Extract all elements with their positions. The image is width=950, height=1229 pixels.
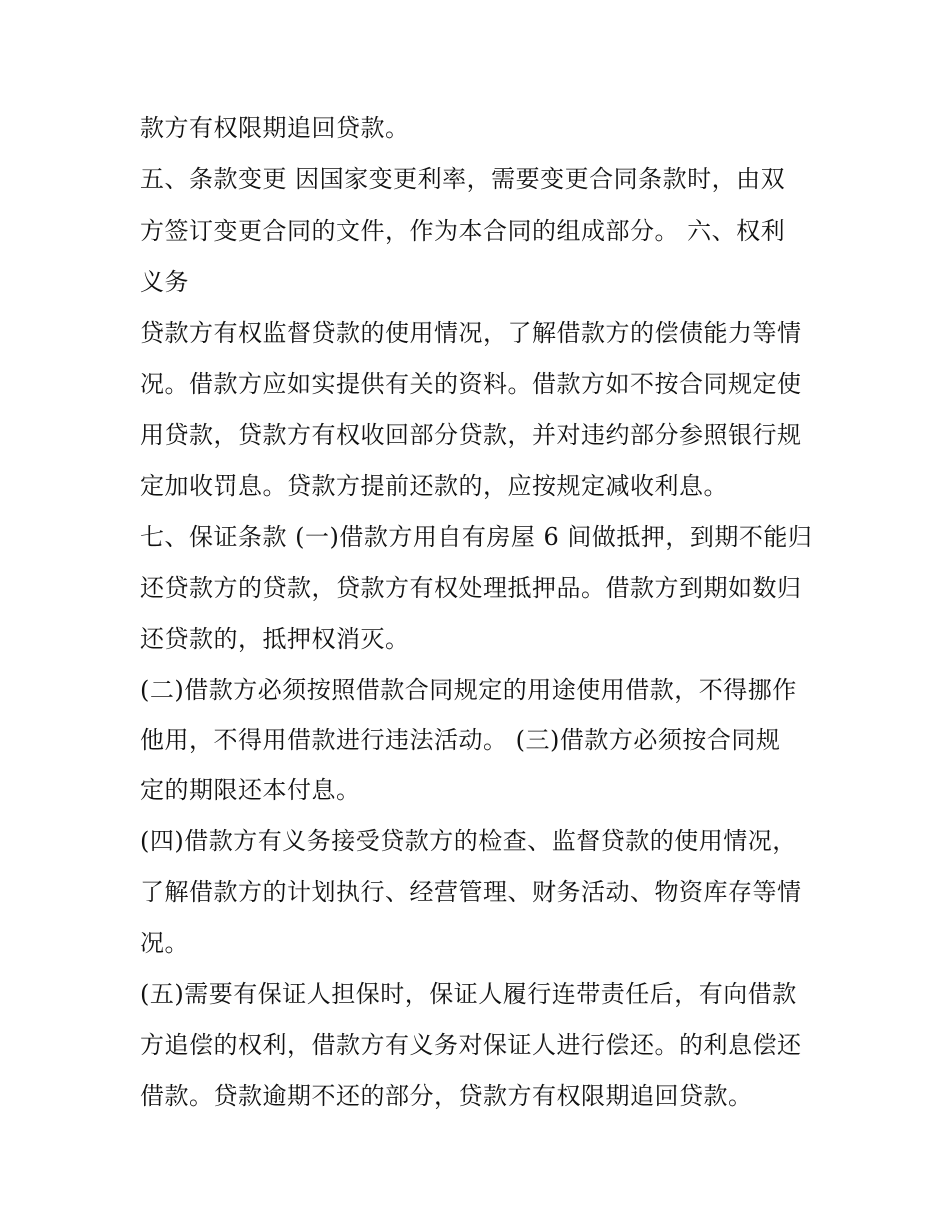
text-line: 借款。贷款逾期不还的部分，贷款方有权限期追回贷款。 <box>140 1082 753 1110</box>
text-line: 他用，不得用借款进行违法活动。 (三)借款方必须按合同规 <box>140 726 781 754</box>
text-line: (二)借款方必须按照借款合同规定的用途使用借款，不得挪作 <box>140 676 797 704</box>
text-line: 况。借款方应如实提供有关的资料。借款方如不按合同规定使 <box>140 370 802 398</box>
text-line: 七、保证条款 (一)借款方用自有房屋 6 间做抵押，到期不能归 <box>140 523 813 551</box>
text-line: (四)借款方有义务接受贷款方的检查、监督贷款的使用情况， <box>140 827 797 855</box>
text-line: 定的期限还本付息。 <box>140 776 361 804</box>
text-line: (五)需要有保证人担保时，保证人履行连带责任后，有向借款 <box>140 980 797 1008</box>
text-line: 还贷款的，抵押权消灭。 <box>140 625 410 653</box>
text-line: 五、条款变更 因国家变更利率，需要变更合同条款时，由双 <box>140 165 786 193</box>
text-line: 还贷款方的贷款，贷款方有权处理抵押品。借款方到期如数归 <box>140 574 802 602</box>
text-line: 义务 <box>140 268 189 296</box>
text-line: 方追偿的权利，借款方有义务对保证人进行偿还。的利息偿还 <box>140 1031 802 1059</box>
text-line: 况。 <box>140 929 189 957</box>
text-line: 了解借款方的计划执行、经营管理、财务活动、物资库存等情 <box>140 878 802 906</box>
text-line: 贷款方有权监督贷款的使用情况，了解借款方的偿债能力等情 <box>140 319 802 347</box>
text-line: 定加收罚息。贷款方提前还款的，应按规定减收利息。 <box>140 472 728 500</box>
text-line: 款方有权限期追回贷款。 <box>140 114 410 142</box>
text-line: 方签订变更合同的文件，作为本合同的组成部分。 六、权利 <box>140 217 786 245</box>
text-line: 用贷款，贷款方有权收回部分贷款，并对违约部分参照银行规 <box>140 421 802 449</box>
